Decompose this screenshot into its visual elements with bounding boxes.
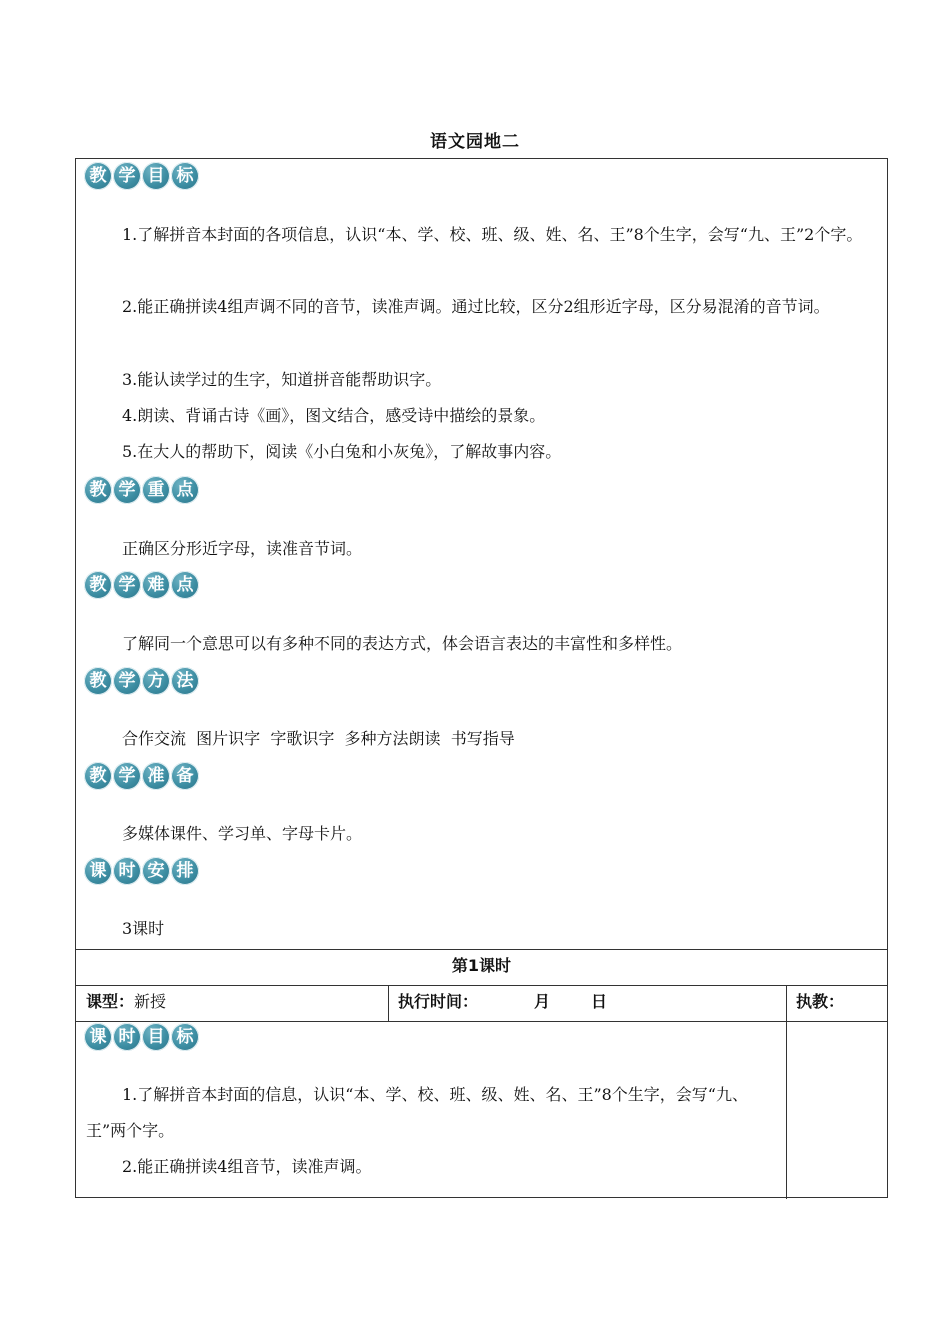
lesson-goal-1: 1.了解拼音本封面的信息，认识“本、学、校、班、级、姓、名、王”8个生字，会写“九、王”两个字。 — [86, 1085, 748, 1140]
badge-char: 教 — [84, 162, 112, 190]
badge-char: 方 — [142, 667, 170, 695]
badge-char: 排 — [171, 857, 199, 885]
lesson-header: 第1课时 — [451, 956, 512, 975]
lesson-plan-table — [75, 158, 888, 1198]
badge-char: 目 — [142, 162, 170, 190]
goal-item-2: 2.能正确拼读4组声调不同的音节，读准声调。通过比较，区分2组形近字母，区分易混淆的音节词。 — [122, 297, 830, 316]
teacher-label: 执教： — [796, 992, 845, 1011]
badge-char: 难 — [142, 571, 170, 599]
month-label: 月 — [534, 992, 551, 1011]
badge-schedule — [84, 857, 199, 885]
badge-char: 点 — [171, 476, 199, 504]
badge-char: 教 — [84, 762, 112, 790]
badge-char: 学 — [113, 667, 141, 695]
badge-char: 教 — [84, 476, 112, 504]
col-divider — [388, 985, 389, 1021]
badge-char: 准 — [142, 762, 170, 790]
difficulties-text: 了解同一个意思可以有多种不同的表达方式，体会语言表达的丰富性和多样性。 — [122, 634, 683, 653]
lesson-type-label: 课型： — [86, 992, 135, 1011]
badge-preparation — [84, 762, 199, 790]
goal-item-1: 1.了解拼音本封面的各项信息，认识“本、学、校、班、级、姓、名、王”8个生字，会写“九、王”2个字。 — [122, 225, 863, 244]
badge-char: 标 — [171, 162, 199, 190]
badge-char: 点 — [171, 571, 199, 599]
badge-char: 标 — [171, 1023, 199, 1051]
page-title: 语文园地二 — [430, 132, 520, 152]
col-divider — [786, 985, 787, 1199]
goal-item-4: 4.朗读、背诵古诗《画》，图文结合，感受诗中描绘的景象。 — [122, 406, 546, 425]
preparation-text: 多媒体课件、学习单、字母卡片。 — [122, 824, 363, 843]
goal-item-3: 3.能认读学过的生字，知道拼音能帮助识字。 — [122, 370, 442, 389]
goal-item-5: 5.在大人的帮助下，阅读《小白兔和小灰兔》，了解故事内容。 — [122, 442, 562, 461]
badge-char: 时 — [113, 857, 141, 885]
day-label: 日 — [591, 992, 608, 1011]
badge-difficulties — [84, 571, 199, 599]
badge-lesson-goals — [84, 1023, 199, 1051]
lesson-type — [86, 985, 166, 1019]
badge-char: 学 — [113, 476, 141, 504]
badge-char: 时 — [113, 1023, 141, 1051]
badge-char: 安 — [142, 857, 170, 885]
lesson-type-value: 新授 — [134, 992, 167, 1011]
badge-char: 备 — [171, 762, 199, 790]
badge-char: 法 — [171, 667, 199, 695]
row-divider — [76, 985, 887, 986]
badge-char: 教 — [84, 667, 112, 695]
badge-char: 目 — [142, 1023, 170, 1051]
badge-key-points — [84, 476, 199, 504]
schedule-text: 3课时 — [122, 919, 165, 938]
badge-char: 教 — [84, 571, 112, 599]
methods-text: 合作交流 图片识字 字歌识字 多种方法朗读 书写指导 — [122, 729, 515, 748]
badge-char: 学 — [113, 162, 141, 190]
badge-methods — [84, 667, 199, 695]
badge-char: 课 — [84, 857, 112, 885]
execution-time-label: 执行时间： — [398, 992, 479, 1011]
badge-char: 课 — [84, 1023, 112, 1051]
badge-teaching-goals — [84, 162, 199, 190]
row-divider — [76, 1021, 887, 1022]
key-points-text: 正确区分形近字母，读准音节词。 — [122, 539, 363, 558]
lesson-goal-2: 2.能正确拼读4组音节，读准声调。 — [122, 1157, 372, 1176]
badge-char: 学 — [113, 762, 141, 790]
badge-char: 学 — [113, 571, 141, 599]
badge-char: 重 — [142, 476, 170, 504]
